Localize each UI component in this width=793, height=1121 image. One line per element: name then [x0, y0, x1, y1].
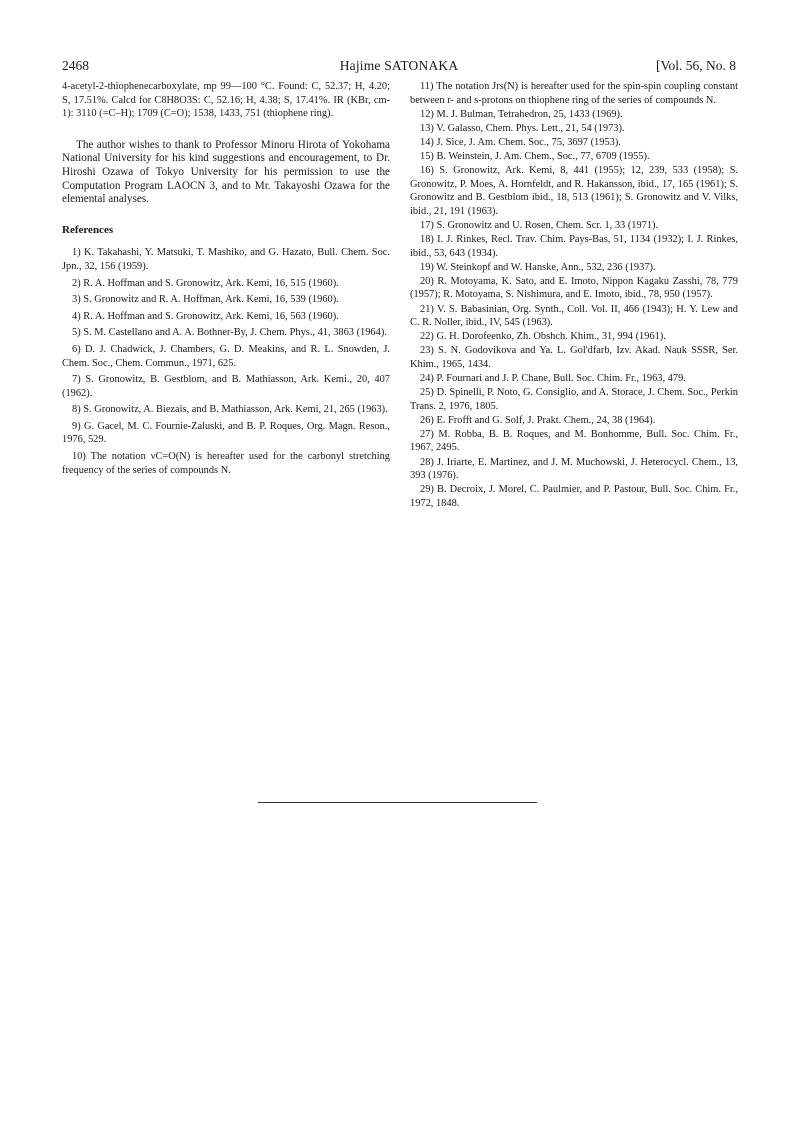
reference-number: 19)	[420, 261, 434, 273]
reference-number: 17)	[420, 219, 434, 231]
reference-number: 2)	[72, 277, 81, 289]
reference-number: 25)	[420, 387, 434, 399]
reference-number: 21)	[420, 303, 434, 315]
reference-number: 12)	[420, 108, 434, 120]
reference-item	[410, 303, 738, 330]
reference-text: J. Iriarte, E. Martinez, and J. M. Muchowski, J. Heterocycl. Chem., 13, 393 (1976).	[410, 456, 738, 482]
reference-item	[410, 219, 738, 233]
reference-text: D. Spinelli, P. Noto, G. Consiglio, and A. Storace, J. Chem. Soc., Perkin Trans. 2, 1976, 1805.	[410, 387, 738, 412]
reference-number: 3)	[72, 294, 81, 306]
page-header	[62, 58, 736, 78]
reference-item	[62, 403, 390, 417]
reference-number: 27)	[420, 428, 434, 440]
reference-number: 14)	[420, 136, 434, 148]
reference-text: K. Takahashi, Y. Matsuki, T. Mashiko, and G. Hazato, Bull. Chem. Soc. Jpn., 32, 156 (1959).	[62, 247, 390, 272]
reference-number: 22)	[420, 331, 434, 343]
reference-number: 26)	[420, 414, 434, 426]
reference-number: 16)	[420, 165, 434, 177]
reference-text: The notation νC=O(N) is hereafter used for the carbonyl stretching frequency of the series of compounds N.	[62, 451, 390, 476]
reference-item	[410, 414, 738, 428]
reference-text: S. Gronowitz, Ark. Kemi, 8, 441 (1955); 12, 239, 533 (1958); S. Gronowitz, P. Moes, A. Hornfeldt, and R. Hakansson, ibid., 17, 165 (1961); S. Gronowitz and B. Gestblom ibid., 18, 513 (1961); S. Gronowitz and V. Vilks, ibid., 21, 191 (1963).	[410, 165, 738, 217]
reference-text: S. Gronowitz and R. A. Hoffman, Ark. Kemi, 16, 539 (1960).	[83, 294, 339, 306]
reference-number: 6)	[72, 343, 81, 355]
reference-text: R. A. Hoffman and S. Gronowitz, Ark. Kemi, 16, 515 (1960).	[83, 277, 339, 289]
reference-number: 23)	[420, 345, 434, 357]
reference-list-left	[62, 246, 390, 477]
reference-number: 18)	[420, 234, 434, 246]
reference-text: J. Sice, J. Am. Chem. Soc., 75, 3697 (1953).	[436, 136, 621, 148]
reference-item	[410, 456, 738, 483]
reference-item	[410, 372, 738, 386]
reference-number: 10)	[72, 451, 86, 463]
reference-number: 8)	[72, 404, 81, 416]
references-heading: References	[62, 223, 114, 236]
acknowledgement: The author wishes to thank to Professor Minoru Hirota of Yokohama National University for his kind suggestions and encouragement, to Dr. Hiroshi Ozawa of Tokyo University for his permission to use the Computation Program LAOCN 3, and to Mr. Takayoshi Ozawa for the elemental analyses.	[62, 138, 390, 206]
reference-number: 9)	[72, 420, 81, 432]
reference-item	[62, 343, 390, 370]
right-column	[410, 80, 738, 511]
page-number: 2468	[62, 58, 89, 73]
reference-list-right	[410, 80, 738, 510]
reference-item	[410, 428, 738, 455]
reference-item	[410, 275, 738, 302]
reference-item	[410, 164, 738, 218]
volume-info: [Vol. 56, No. 8	[655, 58, 736, 73]
reference-item	[62, 310, 390, 324]
reference-text: B. Weinstein, J. Am. Chem., Soc., 77, 6709 (1955).	[436, 150, 650, 162]
reference-number: 7)	[72, 374, 81, 386]
reference-number: 28)	[420, 456, 434, 468]
left-column	[62, 80, 390, 480]
end-rule	[258, 802, 537, 803]
reference-item	[62, 326, 390, 340]
reference-text: V. S. Babasinian, Org. Synth., Coll. Vol. II, 466 (1943); H. Y. Lew and C. R. Noller, ibid., IV, 545 (1963).	[410, 303, 738, 329]
reference-item	[410, 483, 738, 510]
reference-text: The notation Jrs(N) is hereafter used for the spin-spin coupling constant between r- and s-protons on thiophene ring of the series of compounds N.	[410, 81, 738, 106]
reference-item	[62, 420, 390, 447]
reference-text: D. J. Chadwick, J. Chambers, G. D. Meakins, and R. L. Snowden, J. Chem. Soc., Chem. Commun., 1971, 625.	[62, 343, 390, 369]
reference-text: S. Gronowitz and U. Rosen, Chem. Scr. 1, 33 (1971).	[436, 219, 659, 231]
reference-item	[62, 450, 390, 477]
reference-text: G. Gacel, M. C. Fournie-Zaluski, and B. P. Roques, Org. Magn. Reson., 1976, 529.	[62, 420, 390, 446]
reference-item	[410, 150, 738, 164]
reference-text: S. Gronowitz, A. Biezais, and B. Mathiasson, Ark. Kemi, 21, 265 (1963).	[83, 404, 388, 416]
reference-text: B. Decroix, J. Morel, C. Paulmier, and P. Pastour, Bull. Soc. Chim. Fr., 1972, 1848.	[410, 484, 738, 509]
reference-item	[410, 108, 738, 122]
reference-text: S. Gronowitz, B. Gestblom, and B. Mathiasson, Ark. Kemi., 20, 407 (1962).	[62, 374, 390, 399]
running-author: Hajime SATONAKA	[339, 58, 459, 73]
reference-text: R. A. Hoffman and S. Gronowitz, Ark. Kemi, 16, 563 (1960).	[83, 310, 339, 322]
reference-item	[410, 330, 738, 344]
reference-item	[410, 233, 738, 260]
reference-text: E. Frofft and G. Solf, J. Prakt. Chem., 24, 38 (1964).	[436, 414, 656, 426]
reference-item	[410, 80, 738, 107]
reference-number: 1)	[72, 247, 81, 259]
reference-item	[410, 344, 738, 371]
reference-number: 29)	[420, 484, 434, 496]
reference-item	[62, 246, 390, 273]
reference-item	[62, 277, 390, 291]
experimental-text: 4-acetyl-2-thiophenecarboxylate, mp 99—100 °C. Found: C, 52.37; H, 4.20; S, 17.51%. Calcd for C8H8O3S: C, 52.16; H, 4.38; S, 17.41%. IR (KBr, cm-1): 3110 (=C–H); 1709 (C=O); 1538, 1433, 751 (thiophene ring).	[62, 81, 390, 120]
reference-item	[410, 136, 738, 150]
reference-number: 15)	[420, 150, 434, 162]
reference-text: M. J. Bulman, Tetrahedron, 25, 1433 (1969).	[436, 108, 623, 120]
reference-text: S. N. Godovikova and Ya. L. Gol'dfarb, Izv. Akad. Nauk SSSR, Ser. Khim., 1965, 1434.	[410, 345, 738, 370]
reference-number: 11)	[420, 81, 434, 92]
reference-item	[62, 293, 390, 307]
reference-text: R. Motoyama, K. Sato, and E. Imoto, Nippon Kagaku Zasshi, 78, 779 (1957); R. Motoyama, S. Nishimura, and E. Imoto, ibid., 78, 950 (1957).	[410, 275, 738, 301]
reference-text: V. Galasso, Chem. Phys. Lett., 21, 54 (1973).	[436, 122, 625, 134]
reference-text: P. Fournari and J. P. Chane, Bull. Soc. Chim. Fr., 1963, 479.	[436, 372, 686, 384]
reference-number: 5)	[72, 327, 81, 339]
reference-text: G. H. Dorofeenko, Zh. Obshch. Khim., 31, 994 (1961).	[436, 331, 666, 343]
reference-number: 24)	[420, 372, 434, 384]
reference-text: S. M. Castellano and A. A. Bothner-By, J. Chem. Phys., 41, 3863 (1964).	[83, 327, 387, 339]
reference-item	[62, 373, 390, 400]
reference-number: 4)	[72, 310, 81, 322]
reference-number: 13)	[420, 122, 434, 134]
reference-text: M. Robba, B. B. Roques, and M. Bonhomme, Bull. Soc. Chim. Fr., 1967, 2495.	[410, 428, 738, 454]
reference-item	[410, 122, 738, 136]
reference-item	[410, 261, 738, 275]
reference-item	[410, 386, 738, 413]
reference-number: 20)	[420, 275, 434, 287]
reference-text: I. J. Rinkes, Recl. Trav. Chim. Pays-Bas, 51, 1134 (1932); I. J. Rinkes, ibid., 53, 643 (1934).	[410, 234, 738, 259]
reference-text: W. Steinkopf and W. Hanske, Ann., 532, 236 (1937).	[436, 261, 656, 273]
